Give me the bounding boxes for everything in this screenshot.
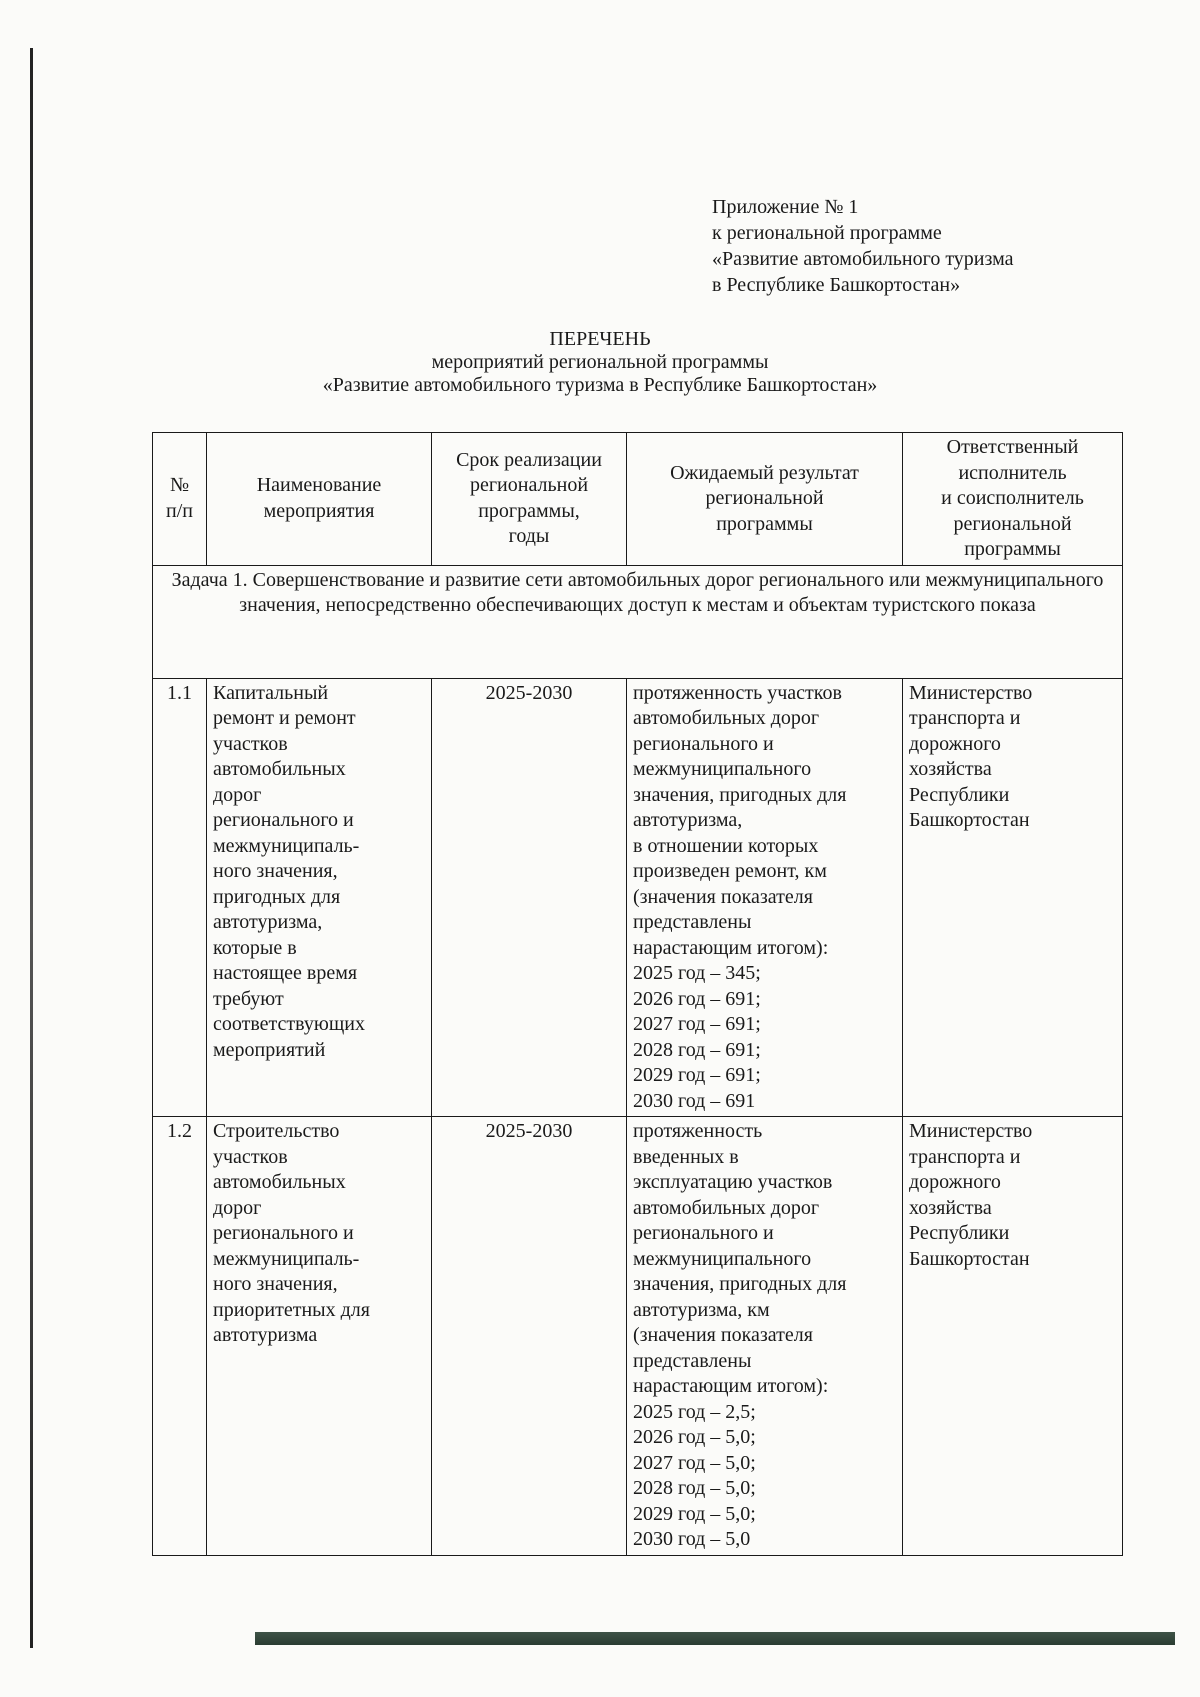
table-row xyxy=(153,678,1123,1117)
row-responsible: Министерство транспорта и дорожного хозяйства Республики Башкортостан xyxy=(903,678,1123,1117)
heading-subtitle: мероприятий региональной программы xyxy=(431,351,769,373)
annex-line: «Развитие автомобильного туризма xyxy=(712,248,1014,270)
heading-title: ПЕРЕЧЕНЬ xyxy=(549,328,651,350)
row-term: 2025-2030 xyxy=(432,1117,627,1556)
scan-edge-left xyxy=(30,48,33,1648)
annex-line: к региональной программе xyxy=(712,222,942,244)
task-title: Задача 1. Совершенствование и развитие сети автомобильных дорог регионального или межмуниципального значения, непосредственно обеспечивающих доступ к местам и объектам туристского показа xyxy=(153,565,1123,678)
measures-table xyxy=(152,432,1123,1556)
row-num: 1.1 xyxy=(153,678,207,1117)
row-name: Строительство участков автомобильных дорог регионального и межмуниципаль- ного значения, приоритетных для автотуризма xyxy=(207,1117,432,1556)
annex-line: в Республике Башкортостан» xyxy=(712,274,961,296)
header-result: Ожидаемый результат региональной программы xyxy=(627,433,903,566)
header-term: Срок реализации региональной программы, годы xyxy=(432,433,627,566)
task-row xyxy=(153,565,1123,678)
row-term: 2025-2030 xyxy=(432,678,627,1117)
row-responsible: Министерство транспорта и дорожного хозяйства Республики Башкортостан xyxy=(903,1117,1123,1556)
scan-edge-bottom xyxy=(255,1632,1175,1645)
header-num: № п/п xyxy=(153,433,207,566)
table-row xyxy=(153,1117,1123,1556)
header-responsible: Ответственный исполнитель и соисполнитель региональной программы xyxy=(903,433,1123,566)
table-header-row xyxy=(153,433,1123,566)
row-result: протяженность участков автомобильных дорог регионального и межмуниципального значения, пригодных для автотуризма, в отношении которых произведен ремонт, км (значения показателя представлены нарастающим итогом): 2025 год – 345; 2026 год – 691; 2027 год – 691; 2028 год – 691; 2029 год – 691; 2030 год – 691 xyxy=(627,678,903,1117)
row-result: протяженность введенных в эксплуатацию участков автомобильных дорог регионального и межмуниципального значения, пригодных для автотуризма, км (значения показателя представлены нарастающим итогом): 2025 год – 2,5; 2026 год – 5,0; 2027 год – 5,0; 2028 год – 5,0; 2029 год – 5,0; 2030 год – 5,0 xyxy=(627,1117,903,1556)
row-num: 1.2 xyxy=(153,1117,207,1556)
row-name: Капитальный ремонт и ремонт участков автомобильных дорог регионального и межмуниципаль- ного значения, пригодных для автотуризма, которые в настоящее время требуют соответствующих мероприятий xyxy=(207,678,432,1117)
heading-program-name: «Развитие автомобильного туризма в Республике Башкортостан» xyxy=(322,374,878,396)
header-name: Наименование мероприятия xyxy=(207,433,432,566)
annex-line: Приложение № 1 xyxy=(712,196,859,218)
document-heading xyxy=(0,328,1200,397)
annex-note xyxy=(712,194,1014,298)
